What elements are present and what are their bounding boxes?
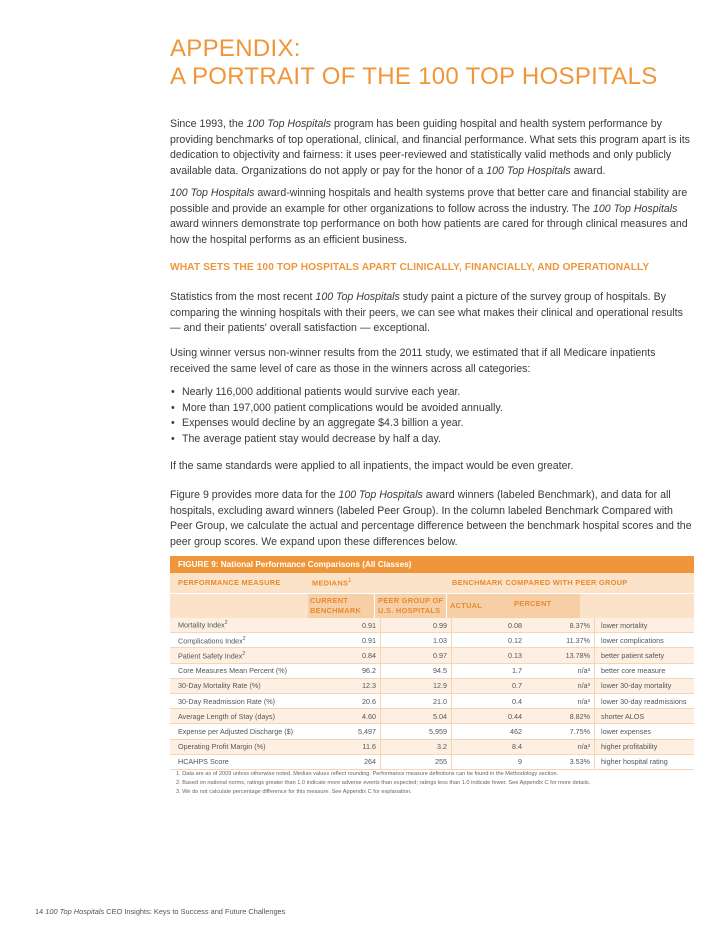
header-current-benchmark: CURRENT BENCHMARK: [310, 596, 362, 615]
comparison-table: [170, 618, 694, 770]
cell-actual: 8.4: [452, 739, 527, 754]
table-row: [170, 724, 694, 739]
list-item: • The average patient stay would decrease by half a day.: [171, 432, 441, 445]
header-peer-group: PEER GROUP OF U.S. HOSPITALS: [374, 594, 446, 618]
list-item: • More than 197,000 patient complications would be avoided annually.: [171, 401, 503, 414]
cell-description: better patient safety: [595, 648, 695, 663]
table-row: [170, 739, 694, 754]
header-compared: BENCHMARK COMPARED WITH PEER GROUP: [452, 578, 628, 587]
cell-peer: 5.04: [381, 709, 452, 724]
cell-peer: 0.99: [381, 618, 452, 633]
cell-percent: 3.53%: [526, 754, 595, 769]
cell-percent: 11.37%: [526, 633, 595, 648]
footnote-3: 3. We do not calculate percentage difference for this measure. See Appendix C for explanation.: [176, 789, 412, 795]
estimate-paragraph: Using winner versus non-winner results from the 2011 study, we estimated that if all Medicare inpatients received the same level of care as those in the winners across all categories:: [170, 347, 656, 375]
cell-current: 0.84: [308, 648, 381, 663]
cell-percent: 13.78%: [526, 648, 595, 663]
cell-description: higher hospital rating: [595, 754, 695, 769]
cell-description: lower mortality: [595, 618, 695, 633]
cell-peer: 94.5: [381, 663, 452, 678]
cell-description: shorter ALOS: [595, 709, 695, 724]
cell-percent: n/a³: [526, 693, 595, 708]
cell-percent: n/a³: [526, 663, 595, 678]
title-line-1: APPENDIX:: [170, 35, 301, 62]
cell-description: lower 30-day readmissions: [595, 693, 695, 708]
footer-title-italic: 100 Top Hospitals: [45, 907, 105, 916]
cell-percent: 8.37%: [526, 618, 595, 633]
cell-current: 0.91: [308, 633, 381, 648]
header-actual: ACTUAL: [446, 594, 514, 618]
cell-measure: Patient Safety Index$^2$: [170, 648, 308, 663]
header-performance-measure: PERFORMANCE MEASURE: [178, 578, 281, 587]
cell-current: 12.3: [308, 678, 381, 693]
table-row: [170, 618, 694, 633]
cell-current: 20.6: [308, 693, 381, 708]
cell-percent: 8.82%: [526, 709, 595, 724]
figure-caption: FIGURE 9: National Performance Comparisons (All Classes): [170, 556, 694, 573]
cell-actual: 462: [452, 724, 527, 739]
intro-paragraph: Since 1993, the 100 Top Hospitals program has been guiding hospital and health system performance by providing benchmarks of top operational, clinical, and financial performance. What sets this program apart is its dedication to objectivity and fairness: it uses peer-reviewed and statistically valid methods and only publicly available data. Organizations do not apply or pay for the honor of a 100 Top Hospitals award.: [170, 118, 690, 177]
statistics-paragraph: Statistics from the most recent 100 Top Hospitals study paint a picture of the survey group of hospitals. By comparing the winning hospitals with their peers, we can see what makes their clinical and operational results — and their patients' overall satisfaction — exceptional.: [170, 291, 683, 335]
cell-description: better core measure: [595, 663, 695, 678]
table-row: [170, 693, 694, 708]
cell-peer: 12.9: [381, 678, 452, 693]
cell-actual: 0.4: [452, 693, 527, 708]
figure-intro-paragraph: Figure 9 provides more data for the 100 Top Hospitals award winners (labeled Benchmark), and data for all hospitals, excluding award winners (labeled Peer Group). In the column labeled Benchmark Compared with Peer Group, we calculate the actual and percentage difference between the benchmark hospital scores and the peer group scores. We expand upon these differences below.: [170, 489, 692, 548]
table-row: [170, 678, 694, 693]
cell-current: 11.6: [308, 739, 381, 754]
cell-description: lower 30-day mortality: [595, 678, 695, 693]
list-item: • Expenses would decline by an aggregate $4.3 billion a year.: [171, 417, 464, 430]
cell-actual: 9: [452, 754, 527, 769]
cell-current: 0.91: [308, 618, 381, 633]
cell-peer: 1.03: [381, 633, 452, 648]
cell-peer: 21.0: [381, 693, 452, 708]
title-line-2: A PORTRAIT OF THE 100 TOP HOSPITALS: [170, 63, 658, 90]
cell-measure: HCAHPS Score: [170, 754, 308, 769]
page-number: 14: [35, 907, 44, 916]
cell-actual: 0.12: [452, 633, 527, 648]
cell-actual: 0.7: [452, 678, 527, 693]
cell-measure: Core Measures Mean Percent (%): [170, 663, 308, 678]
footnote-1: 1. Data are as of 2009 unless otherwise noted. Median values reflect rounding. Performance measure definitions can be found in the Methodology section.: [176, 771, 559, 777]
cell-actual: 0.44: [452, 709, 527, 724]
cell-measure: 30-Day Mortality Rate (%): [170, 678, 308, 693]
footnote-2: 2. Based on national norms, ratings greater than 1.0 indicate more adverse events than expected; ratings less than 1.0 indicate fewer. See Appendix C for more details.: [176, 780, 591, 786]
cell-description: higher profitability: [595, 739, 695, 754]
cell-peer: 3.2: [381, 739, 452, 754]
cell-percent: n/a³: [526, 739, 595, 754]
table-row: [170, 633, 694, 648]
cell-measure: Mortality Index$^2$: [170, 618, 308, 633]
cell-actual: 0.08: [452, 618, 527, 633]
awards-paragraph: 100 Top Hospitals award-winning hospitals and health systems prove that better care and financial stability are possible and provide an example for other organizations to follow across the industry. The 100 Top Hospitals award winners demonstrate top performance on both how patients are cared for through clinical measures and how the hospital performs as an efficient business.: [170, 187, 688, 246]
cell-current: 264: [308, 754, 381, 769]
table-row: [170, 754, 694, 769]
page-footer: [35, 907, 285, 916]
cell-description: lower complications: [595, 633, 695, 648]
footnotes: [176, 770, 590, 797]
footer-title: CEO Insights: Keys to Success and Future Challenges: [106, 907, 286, 916]
cell-actual: 1.7: [452, 663, 527, 678]
cell-peer: 0.97: [381, 648, 452, 663]
table-header: [170, 573, 694, 618]
cell-actual: 0.13: [452, 648, 527, 663]
cell-measure: Complications Index$^2$: [170, 633, 308, 648]
table-row: [170, 663, 694, 678]
cell-peer: 255: [381, 754, 452, 769]
section-heading: WHAT SETS THE 100 TOP HOSPITALS APART CLINICALLY, FINANCIALLY, AND OPERATIONALLY: [170, 262, 650, 273]
header-percent: PERCENT: [514, 599, 552, 608]
figure-9: [170, 556, 694, 770]
impact-list: [170, 385, 690, 447]
table-row: [170, 648, 694, 663]
header-medians: MEDIANS$^1$: [312, 578, 352, 588]
cell-description: lower expenses: [595, 724, 695, 739]
cell-current: 96.2: [308, 663, 381, 678]
cell-current: 5,497: [308, 724, 381, 739]
page-title: [170, 35, 658, 91]
cell-measure: Average Length of Stay (days): [170, 709, 308, 724]
cell-measure: Expense per Adjusted Discharge ($): [170, 724, 308, 739]
list-item: • Nearly 116,000 additional patients would survive each year.: [171, 386, 461, 398]
cell-measure: Operating Profit Margin (%): [170, 739, 308, 754]
cell-peer: 5,959: [381, 724, 452, 739]
cell-percent: n/a³: [526, 678, 595, 693]
table-row: [170, 709, 694, 724]
inpatients-paragraph: If the same standards were applied to all inpatients, the impact would be even greater.: [170, 460, 574, 472]
cell-percent: 7.75%: [526, 724, 595, 739]
cell-current: 4.60: [308, 709, 381, 724]
cell-measure: 30-Day Readmission Rate (%): [170, 693, 308, 708]
